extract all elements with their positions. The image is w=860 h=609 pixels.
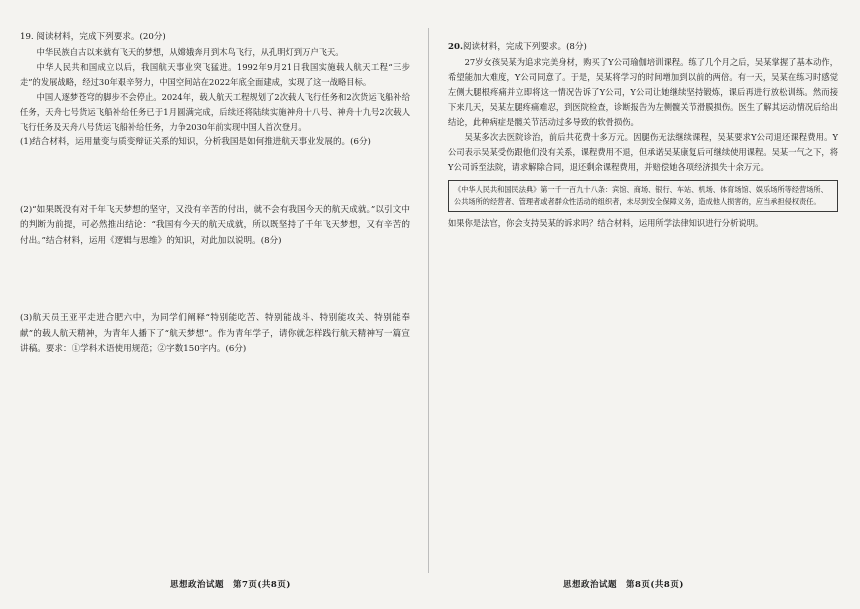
q19-subquestion-3: (3)航天员王亚平走进合肥六中，为同学们阐释“特别能吃苦、特别能战斗、特别能攻关、特别能奉献”的载人航天精神，为青年人播下了“航天梦想”。作为青年学子，请你就怎样践行航天精神写一篇宣讲稿。要求：①学科术语使用规范；②字数150字内。(6分) [20, 313, 410, 354]
q19-material-para-3: 中国人逐梦苍穹的脚步不会停止。2024年，载人航天工程规划了2次载人飞行任务和2次货运飞船补给任务，天舟七号货运飞船补给任务已于1月圆满完成，后续还将陆续实施神舟十八号、神舟十九号2次载人飞行任务及天舟八号货运飞船补给任务，力争2030年前实现中国人首次登月。 [20, 92, 410, 132]
q20-heading-text: 阅读材料，完成下列要求。(8分) [462, 42, 587, 52]
page-footer-7: 思想政治试题 第7页(共8页) [170, 580, 291, 590]
answer-space-1 [20, 151, 410, 203]
q19-material-para-1: 中华民族自古以来就有飞天的梦想，从嫦娥奔月到木鸟飞行，从孔明灯到万户飞天。 [36, 47, 344, 57]
q20-material-para-1: 27岁女孩吴某为追求完美身材，购买了Y公司瑜伽培训课程。练了几个月之后，吴某掌握了基本动作，希望能加大难度，Y公司同意了。于是，吴某将学习的时间增加到以前的两倍。有一天，吴某在练习时感觉左侧大腿根疼痛并立即将这一情况告诉了Y公司，Y公司让她继续坚持锻炼，课后再进行放松训练。然而接下来几天，吴某左腿疼痛难忍，到医院检查，诊断报告为左侧髋关节滑膜损伤。医生了解其运动情况后给出结论，此种病症是髋关节活动过多导致的软骨损伤。 [448, 57, 838, 127]
q20-question: 如果你是法官，你会支持吴某的诉求吗？结合材料，运用所学法律知识进行分析说明。 [448, 218, 764, 228]
q19-subquestion-1: (1)结合材料，运用量变与质变辩证关系的知识，分析我国是如何推进航天事业发展的。(6分) [20, 137, 371, 147]
q19-material-para-2: 中华人民共和国成立以后，我国航天事业突飞猛进。1992年9月21日我国实施载人航天工程“三步走”的发展战略，经过30年艰辛努力，中国空间站在2022年底全面建成，实现了这一战略目标。 [20, 62, 410, 87]
q20-number: 20. [448, 42, 463, 52]
q19-heading: 19. 阅读材料，完成下列要求。(20分) [20, 32, 166, 42]
q20-material-para-2: 吴某多次去医院诊治，前后共花费十多万元。因腿伤无法继续课程，吴某要求Y公司退还课程费用。Y公司表示吴某受伤跟他们没有关系，课程费用不退，但承诺吴某康复后可继续使用课程。吴某一气之下，将Y公司诉至法院，请求解除合同，退还剩余课程费用，并赔偿她各项经济损失十余万元。 [448, 132, 838, 172]
q20-heading [448, 40, 838, 55]
q19-subquestion-2: (2)“如果既没有对千年飞天梦想的坚守，又没有辛苦的付出，就不会有我国今天的航天成就。”以引文中的判断为前提，可必然推出结论：“我国有今天的航天成就，所以既坚持了千年飞天梦想，又有辛苦的付出。”结合材料，运用《逻辑与思维》的知识，对此加以说明。(8分) [20, 204, 410, 246]
civil-code-excerpt-box: 《中华人民共和国民法典》第一千一百九十八条：宾馆、商场、银行、车站、机场、体育场馆、娱乐场所等经营场所、公共场所的经营者、管理者或者群众性活动的组织者，未尽到安全保障义务，造成他人损害的，应当承担侵权责任。 [448, 180, 838, 212]
answer-space-2 [20, 249, 410, 311]
page-divider [428, 28, 429, 573]
page-footer-8: 思想政治试题 第8页(共8页) [563, 580, 684, 590]
right-page [430, 0, 860, 609]
